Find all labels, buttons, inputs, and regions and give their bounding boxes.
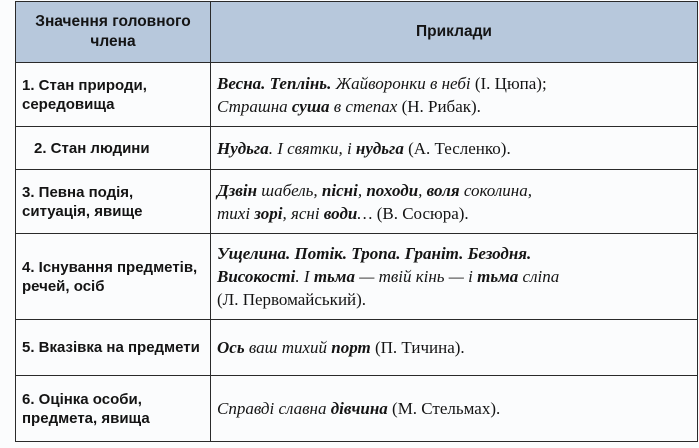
row-meaning: 1. Стан природи, середовища <box>16 63 211 127</box>
table-row <box>16 376 698 442</box>
header-examples: Приклади <box>211 2 698 63</box>
table-header-row <box>16 2 698 63</box>
grammar-table <box>15 1 698 442</box>
row-example: Весна. Теплінь. Жайворонки в небі (І. Цюпа); Страшна суша в степах (Н. Рибак). <box>211 63 698 127</box>
table-row <box>16 320 698 376</box>
table-row <box>16 170 698 234</box>
row-example: Нудьга. І святки, і нудьга (А. Тесленко). <box>211 127 698 170</box>
table-row <box>16 127 698 170</box>
row-meaning: 6. Оцінка особи, предмета, явища <box>16 376 211 442</box>
row-example: Ось ваш тихий порт (П. Тичина). <box>211 320 698 376</box>
row-meaning: 5. Вказівка на предмети <box>16 320 211 376</box>
row-example: Дзвін шабель, пісні, походи, воля соколина, тихі зорі, ясні води… (В. Сосюра). <box>211 170 698 234</box>
row-meaning: 2. Стан людини <box>16 127 211 170</box>
header-meaning: Значення головного члена <box>16 2 211 63</box>
row-meaning: 4. Існування предметів, речей, осіб <box>16 234 211 320</box>
row-example: Справді славна дівчина (М. Стельмах). <box>211 376 698 442</box>
table-row <box>16 234 698 320</box>
row-meaning: 3. Певна подія, ситуація, явище <box>16 170 211 234</box>
row-example: Ущелина. Потік. Тропа. Граніт. Безодня. Високості. І тьма — твій кінь — і тьма сліпа (Л. Первомайський). <box>211 234 698 320</box>
table-row <box>16 63 698 127</box>
